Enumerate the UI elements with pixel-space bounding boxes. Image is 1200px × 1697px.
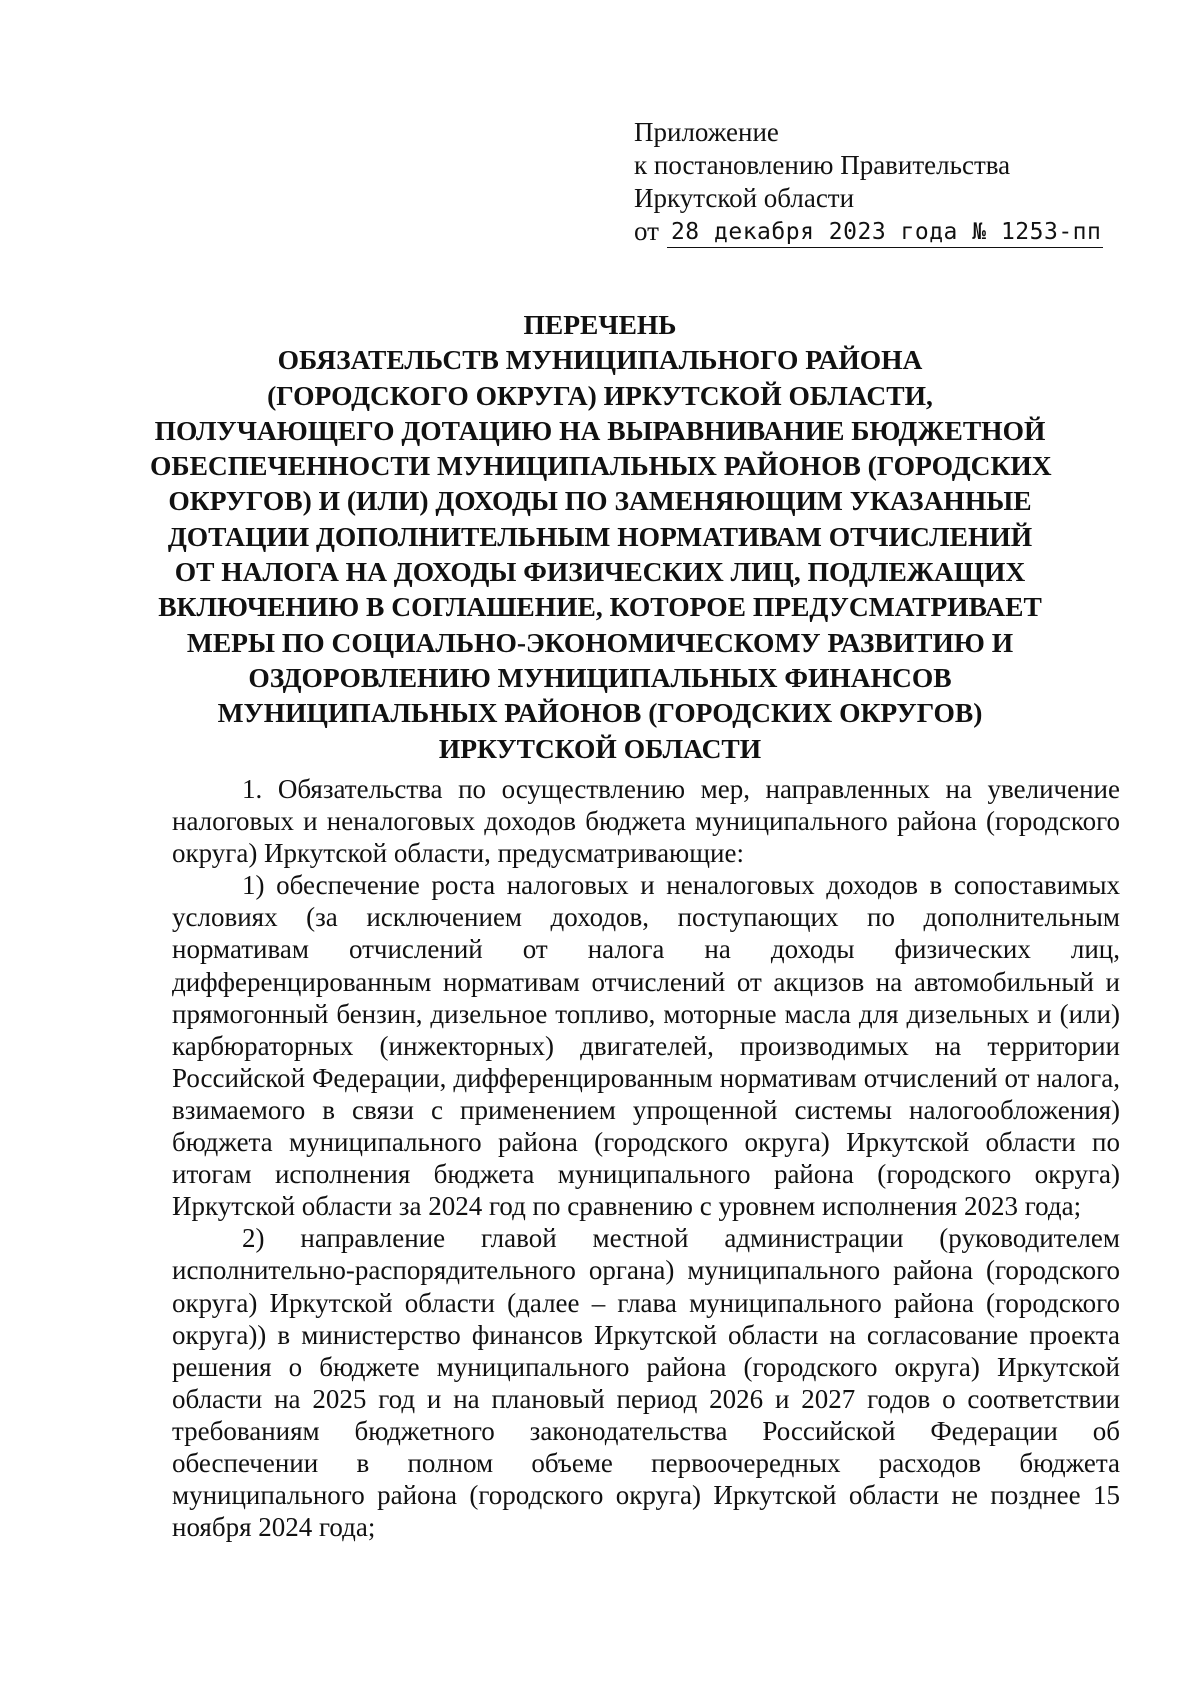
title-line: ПЕРЕЧЕНЬ xyxy=(523,309,677,340)
title-line: ОТ НАЛОГА НА ДОХОДЫ ФИЗИЧЕСКИХ ЛИЦ, ПОДЛЕЖАЩИХ xyxy=(174,556,1026,588)
appendix-date-line xyxy=(634,215,1114,248)
appendix-date-prefix: от xyxy=(634,216,659,246)
title-line: ОБЯЗАТЕЛЬСТВ МУНИЦИПАЛЬНОГО РАЙОНА xyxy=(277,344,923,376)
appendix-label: Приложение xyxy=(634,117,779,147)
document-title xyxy=(150,307,1050,766)
title-line: ДОТАЦИИ ДОПОЛНИТЕЛЬНЫМ НОРМАТИВАМ ОТЧИСЛЕНИЙ xyxy=(167,520,1033,552)
paragraph-item-1: 1) обеспечение роста налоговых и неналоговых доходов в сопоставимых условиях (за исключением доходов, поступающих по дополнительным нормативам отчислений от налога на доходы физических лиц, дифференцированным нормативам отчислений от акцизов на автомобильный и прямогонный бензин, дизельное топливо, моторные масла для дизельных и (или) карбюраторных (инжекторных) двигателей, производимых на территории Российской Федерации, дифференцированным нормативам отчислений от налога, взимаемого в связи с применением упрощенной системы налогообложения) бюджета муниципального района (городского округа) Иркутской области по итогам исполнения бюджета муниципального района (городского округа) Иркутской области за 2024 год по сравнению с уровнем исполнения 2023 года; xyxy=(172,870,1120,1222)
title-line: ИРКУТСКОЙ ОБЛАСТИ xyxy=(438,732,762,764)
title-line: ОКРУГОВ) И (ИЛИ) ДОХОДЫ ПО ЗАМЕНЯЮЩИМ УКАЗАННЫЕ xyxy=(168,485,1032,517)
title-line: ПОЛУЧАЮЩЕГО ДОТАЦИЮ НА ВЫРАВНИВАНИЕ БЮДЖЕТНОЙ xyxy=(154,414,1046,446)
title-line: (ГОРОДСКОГО ОКРУГА) ИРКУТСКОЙ ОБЛАСТИ, xyxy=(267,379,933,411)
document-body xyxy=(172,773,1120,1543)
title-line: МЕРЫ ПО СОЦИАЛЬНО-ЭКОНОМИЧЕСКОМУ РАЗВИТИЮ И xyxy=(186,626,1014,658)
paragraph-item-2: 2) направление главой местной администрации (руководителем исполнительно-распорядительного органа) муниципального района (городского округа) Иркутской области (далее – глава муниципального района (городского округа)) в министерство финансов Иркутской области на согласование проекта решения о бюджете муниципального района (городского округа) Иркутской области на 2025 год и на плановый период 2026 и 2027 годов о соответствии требованиям бюджетного законодательства Российской Федерации об обеспечении в полном объеме первоочередных расходов бюджета муниципального района (городского округа) Иркутской области не позднее 15 ноября 2024 года; xyxy=(172,1223,1120,1543)
appendix-resolution-ref: к постановлению Правительства xyxy=(634,150,1011,180)
paragraph-obligations-intro: 1. Обязательства по осуществлению мер, направленных на увеличение налоговых и неналоговых доходов бюджета муниципального района (городского округа) Иркутской области, предусматривающие: xyxy=(172,774,1120,869)
title-line: ВКЛЮЧЕНИЮ В СОГЛАШЕНИЕ, КОТОРОЕ ПРЕДУСМАТРИВАЕТ xyxy=(158,591,1042,623)
appendix-header xyxy=(634,116,1114,248)
appendix-date-number: 28 декабря 2023 года № 1253-пп xyxy=(667,219,1103,248)
title-line: ОБЕСПЕЧЕННОСТИ МУНИЦИПАЛЬНЫХ РАЙОНОВ (ГОРОДСКИХ xyxy=(150,450,1052,482)
title-line: ОЗДОРОВЛЕНИЮ МУНИЦИПАЛЬНЫХ ФИНАНСОВ xyxy=(248,661,952,693)
appendix-region: Иркутской области xyxy=(634,183,855,213)
title-line: МУНИЦИПАЛЬНЫХ РАЙОНОВ (ГОРОДСКИХ ОКРУГОВ) xyxy=(217,697,983,729)
